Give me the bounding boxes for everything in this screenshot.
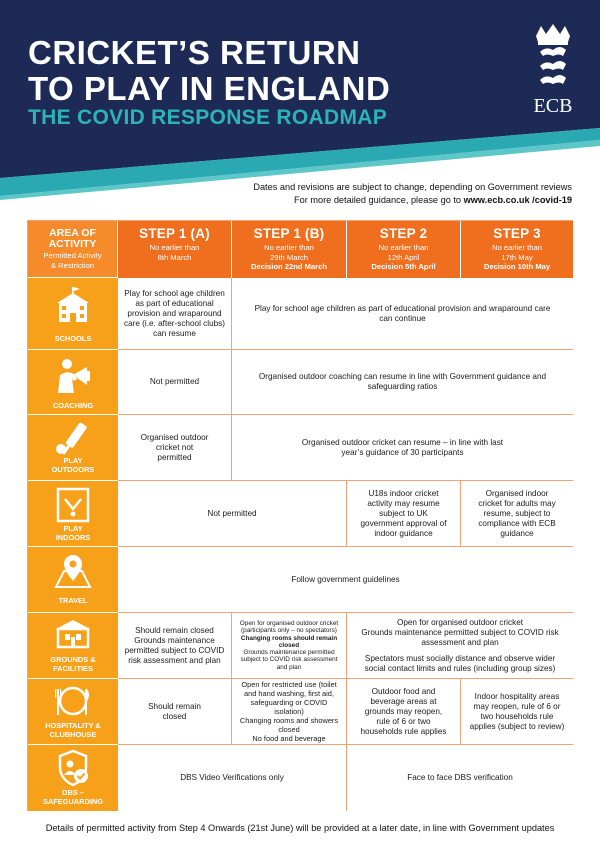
notice [253,181,572,207]
cutlery-icon [53,681,93,721]
coaching-step1a: Not permitted [118,350,232,415]
dbs-label-2: SAFEGUARDING [43,796,103,806]
notice-line-1: Dates and revisions are subject to change, depending on Government reviews [253,182,572,192]
dbs-step1: DBS Video Verifications only [118,745,347,811]
area-play-outdoors [28,415,118,481]
area-header-sub-1: Permitted Activity [43,251,102,260]
step-1b-title: STEP 1 (B) [253,226,325,241]
area-header-line-2: ACTIVITY [48,238,97,250]
cricket-bat-ball-icon [53,419,93,459]
notice-line-2 [253,194,572,207]
guidance-link[interactable]: www.ecb.co.uk /covid-19 [463,195,572,205]
hospitality-label [28,722,118,739]
hospitality-step1b-3: No food and beverage [252,734,326,743]
dbs-label-1: DBS – [62,788,84,797]
hospitality-step2: Outdoor food and beverage areas at grounds may reopen, rule of 6 or two households rule applies [347,679,461,745]
step-2-decision: Decision 5th April [371,262,436,271]
area-header-sub-2: & Restriction [50,261,95,270]
step-1a-title: STEP 1 (A) [139,226,210,241]
schools-steps-rest: Play for school age children as part of educational provision and wraparound care can continue [232,278,573,350]
area-schools [28,278,118,350]
travel-all-steps: Follow government guidelines [118,547,573,613]
area-of-activity-header [28,221,118,278]
step-1a-header [118,221,232,278]
area-hospitality [28,679,118,745]
grounds-step1a-1: Should remain closed [135,625,214,635]
hospitality-step1b-2: Changing rooms and showers closed [239,716,339,734]
grounds-step23-2: Grounds maintenance permitted subject to COVID risk assessment and plan [361,627,559,647]
play-outdoors-label-1: PLAY [63,456,83,465]
area-header-line-1: AREA OF [49,227,96,239]
travel-label: TRAVEL [58,596,88,605]
grounds-label-2: FACILITIES [53,663,93,673]
play-outdoors-step1a: Organised outdoor cricket not permitted [118,415,232,481]
grounds-step2-3 [347,613,573,679]
step-3-line1: No earlier than [492,243,542,252]
step-2-line1: No earlier than [378,243,429,252]
play-indoors-step3: Organised indoor cricket for adults may resume, subject to compliance with ECB guidance [461,481,573,547]
step-2-line2: 12th April [387,252,420,262]
play-outdoors-label-2: OUTDOORS [51,464,95,474]
area-play-indoors [28,481,118,547]
area-dbs [28,745,118,811]
step-2-header [347,221,461,278]
step-1a-line1: No earlier than [149,243,200,252]
play-indoors-step1: Not permitted [118,481,347,547]
hospitality-step3: Indoor hospitality areas may reopen, rule of 6 or two households rule applies (subject to review) [461,679,573,745]
step-1b-header [232,221,347,278]
dbs-label [28,789,118,806]
dbs-step2-3: Face to face DBS verification [347,745,573,811]
header-banner [0,0,600,200]
pavilion-icon [53,615,93,655]
title-line-1: CRICKET’S RETURN [28,34,361,71]
grounds-step1b [232,613,347,679]
map-pin-icon [53,551,93,591]
play-indoors-label-1: PLAY [63,524,83,533]
schools-label: SCHOOLS [54,334,92,343]
play-indoors-step2: U18s indoor cricket activity may resume subject to UK government approval of indoor guidance [347,481,461,547]
grounds-label [28,656,118,673]
step-1b-line1: No earlier than [264,243,314,252]
hospitality-step1b [232,679,347,745]
safeguarding-shield-icon [53,748,93,788]
step-3-line2: 17th May [501,252,533,262]
hospitality-label-2: CLUBHOUSE [49,729,97,739]
indoor-hall-icon [53,485,93,525]
hospitality-step1b-1: Open for restricted use (toilet and hand washing, first aid, safeguarding or COVID isolation) [241,680,337,716]
coaching-label: COACHING [52,401,94,410]
schools-step1a: Play for school age children as part of educational provision and wraparound care (i.e. after-school clubs) can resume [118,278,232,350]
step-3-decision: Decision 10th May [483,262,551,271]
play-outdoors-label [28,457,118,474]
grounds-step1a [118,613,232,679]
step-1a-line2: 8th March [157,252,192,262]
grounds-step1a-2: Grounds maintenance permitted subject to COVID risk assessment and plan [124,635,225,665]
subtitle: THE COVID RESPONSE ROADMAP [28,106,388,129]
title-line-2: TO PLAY IN ENGLAND [28,70,391,107]
roadmap-table [27,220,573,811]
step-1b-decision: Decision 22nd March [251,262,327,271]
step-3-header [461,221,573,278]
hospitality-step1a: Should remain closed [118,679,232,745]
coach-megaphone-icon [53,355,93,395]
area-coaching [28,350,118,415]
step-2-title: STEP 2 [379,226,428,241]
play-indoors-label-2: INDOORS [55,532,91,542]
grounds-step1b-3: Grounds maintenance permitted subject to COVID risk assessment and plan [240,649,338,671]
grounds-step23-3: Spectators must socially distance and observe wider social contact limits and rules (including group sizes) [364,653,556,673]
step-3-title: STEP 3 [493,226,541,241]
coaching-steps-rest: Organised outdoor coaching can resume in line with Government guidance and safeguarding ratios [232,350,573,415]
grounds-label-1: GROUNDS & [50,655,96,664]
ecb-logo-text: ECB [533,95,573,117]
grounds-step23-1: Open for organised outdoor cricket [396,617,524,627]
notice-prefix: For more detailed guidance, please go to [294,195,464,205]
play-indoors-label [28,525,118,542]
area-travel [28,547,118,613]
grounds-step1b-1: Open for organised outdoor cricket (participants only – no spectators) [239,620,339,635]
school-icon [53,286,93,326]
footer-note: Details of permitted activity from Step 4 Onwards (21st June) will be provided at a later date, in line with Government updates [45,823,555,833]
grounds-step1b-2: Changing rooms should remain closed [240,634,338,649]
step-1b-line2: 29th March [270,252,308,262]
area-grounds [28,613,118,679]
hospitality-label-1: HOSPITALITY & [45,721,101,730]
play-outdoors-steps-rest: Organised outdoor cricket can resume – in line with last year’s guidance of 30 participants [232,415,573,481]
